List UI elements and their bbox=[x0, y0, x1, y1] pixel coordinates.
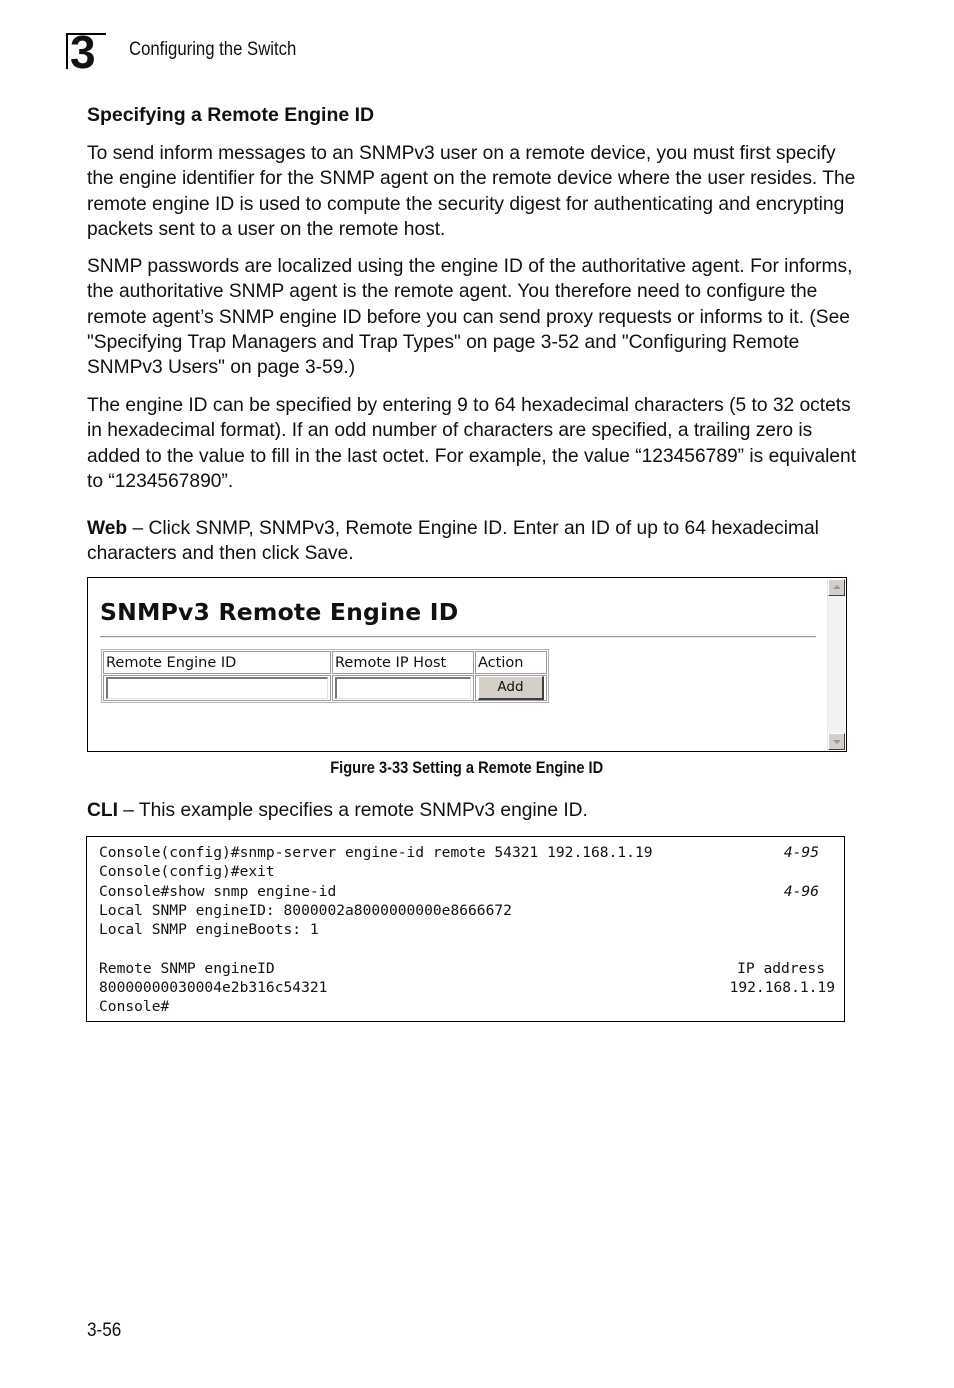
figure-caption bbox=[0, 757, 934, 779]
cli-text: – This example specifies a remote SNMPv3 engine ID. bbox=[117, 800, 588, 821]
code-example bbox=[86, 836, 845, 1022]
chapter-number: 3 bbox=[70, 26, 95, 78]
title-divider bbox=[100, 636, 816, 638]
code-line: Console(config)#snmp-server engine-id remote 54321 192.168.1.19 bbox=[99, 844, 653, 861]
section-heading: Specifying a Remote Engine ID bbox=[87, 104, 375, 126]
add-button[interactable]: Add bbox=[478, 676, 544, 700]
remote-ip-host-cell bbox=[332, 675, 474, 701]
web-lead: Web bbox=[87, 518, 128, 539]
code-line: Console(config)#exit bbox=[99, 863, 275, 880]
column-header-remote-ip-host: Remote IP Host bbox=[332, 651, 474, 674]
page-reference: 4-95 bbox=[783, 844, 819, 861]
remote-ip-host-input[interactable] bbox=[335, 677, 471, 699]
code-line: Console# bbox=[99, 998, 170, 1015]
cli-instruction bbox=[87, 798, 857, 823]
remote-engine-id-cell bbox=[103, 675, 331, 701]
ip-address-value: 192.168.1.19 bbox=[729, 979, 835, 996]
code-line: Console#show snmp engine-id bbox=[99, 883, 337, 900]
web-ui-figure bbox=[87, 577, 847, 752]
page-reference: 4-96 bbox=[783, 883, 819, 900]
cli-lead: CLI bbox=[87, 800, 118, 821]
action-cell bbox=[475, 675, 547, 701]
figure-caption-text: Figure 3-33 Setting a Remote Engine ID bbox=[330, 758, 604, 777]
column-header-remote-engine-id: Remote Engine ID bbox=[103, 651, 331, 674]
body-paragraph-3: The engine ID can be specified by entering 9 to 64 hexadecimal characters (5 to 32 octets in hexadecimal format). If an odd number of characters are specified, a trailing zero is added to the value to fill in the last octet. For example, the value “123456789” is equivalent to “1234567890”. bbox=[87, 395, 857, 492]
column-header-action: Action bbox=[475, 651, 547, 674]
code-line: Local SNMP engineID: 8000002a8000000000e8666672 bbox=[99, 902, 512, 919]
scroll-up-button[interactable] bbox=[828, 579, 845, 596]
web-text: – Click SNMP, SNMPv3, Remote Engine ID. Enter an ID of up to 64 hexadecimal characters and then click Save. bbox=[87, 518, 819, 565]
vertical-scrollbar[interactable] bbox=[827, 579, 845, 750]
panel-title: SNMPv3 Remote Engine ID bbox=[100, 598, 459, 626]
remote-engine-form bbox=[101, 649, 549, 703]
page-number: 3-56 bbox=[87, 1319, 122, 1341]
ip-address-header: IP address bbox=[737, 960, 825, 977]
code-line: 80000000030004e2b316c54321 bbox=[99, 979, 328, 996]
code-line: Remote SNMP engineID bbox=[99, 960, 275, 977]
running-head: Configuring the Switch bbox=[129, 39, 297, 60]
body-paragraph-1: To send inform messages to an SNMPv3 user on a remote device, you must first specify the engine identifier for the SNMP agent on the remote device where the user resides. The remote engine ID is used to compute the security digest for authenticating and encrypting packets sent to a user on the remote host. bbox=[87, 143, 856, 240]
remote-engine-id-input[interactable] bbox=[106, 677, 328, 699]
code-line: Local SNMP engineBoots: 1 bbox=[99, 921, 319, 938]
body-paragraph-2: SNMP passwords are localized using the engine ID of the authoritative agent. For informs, the authoritative SNMP agent is the remote agent. You therefore need to configure the remote agent’s SNMP engine ID before you can send proxy requests or informs to it. (See "Specifying Trap Managers and Trap Types" on page 3-52 and "Configuring Remote SNMPv3 Users" on page 3-59.) bbox=[87, 256, 853, 379]
arrow-up-icon bbox=[833, 585, 841, 589]
arrow-down-icon bbox=[833, 740, 841, 744]
web-instruction bbox=[87, 516, 857, 567]
scroll-down-button[interactable] bbox=[828, 733, 845, 750]
